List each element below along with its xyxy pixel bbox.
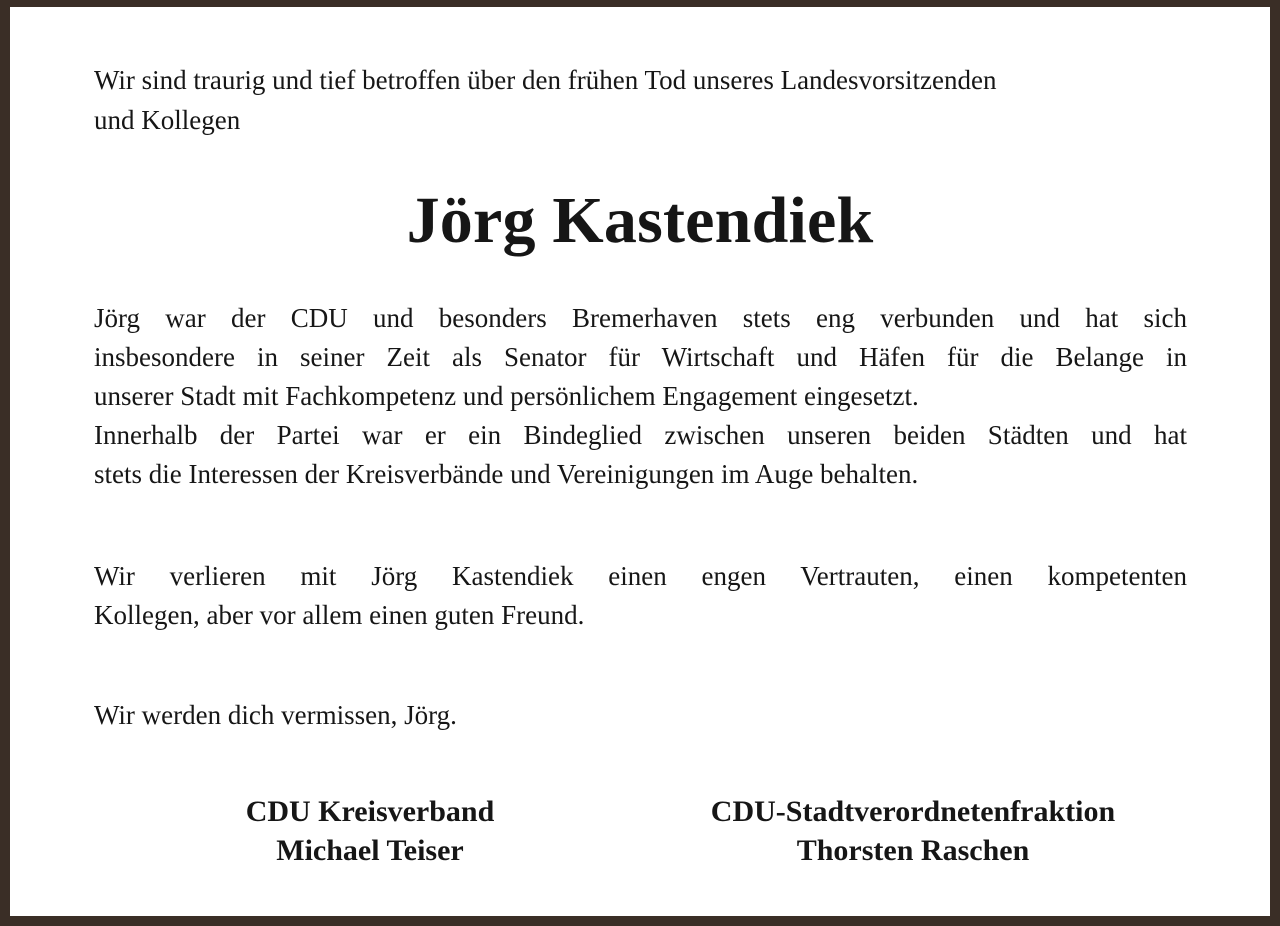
tribute-paragraph-2: [94, 557, 1187, 635]
signature-organization: CDU Kreisverband: [245, 795, 495, 828]
farewell-line: Wir werden dich vermissen, Jörg.: [94, 700, 457, 730]
intro-line-1: Wir sind traurig und tief betroffen über den frühen Tod unseres Landesvorsitzenden: [94, 65, 997, 95]
intro-text: [94, 60, 1187, 140]
tribute-line: insbesondere in seiner Zeit als Senator für Wirtschaft und Häfen für die Belange in: [94, 342, 1187, 372]
signature-block: [10, 792, 1270, 882]
signature-organization: CDU-Stadtverordnetenfraktion: [710, 795, 1116, 828]
signature-left: [200, 792, 540, 870]
tribute-line: stets die Interessen der Kreisverbände und Vereinigungen im Auge behalten.: [94, 459, 919, 489]
tribute-line: Jörg war der CDU und besonders Bremerhaven stets eng verbunden und hat sich: [94, 303, 1187, 333]
tribute-line: unserer Stadt mit Fachkompetenz und persönlichem Engagement eingesetzt.: [94, 381, 919, 411]
deceased-name: Jörg Kastendiek: [406, 184, 874, 257]
intro-line-2: und Kollegen: [94, 105, 241, 135]
tribute-paragraph-1: [94, 299, 1187, 494]
signature-person: Thorsten Raschen: [796, 834, 1030, 867]
signature-person: Michael Teiser: [276, 834, 464, 867]
tribute-line: Innerhalb der Partei war er ein Bindeglied zwischen unseren beiden Städten und hat: [94, 420, 1187, 450]
tribute-line: Kollegen, aber vor allem einen guten Freund.: [94, 600, 585, 630]
tribute-line: Wir verlieren mit Jörg Kastendiek einen engen Vertrauten, einen kompetenten: [94, 561, 1187, 591]
signature-right: [658, 792, 1168, 870]
